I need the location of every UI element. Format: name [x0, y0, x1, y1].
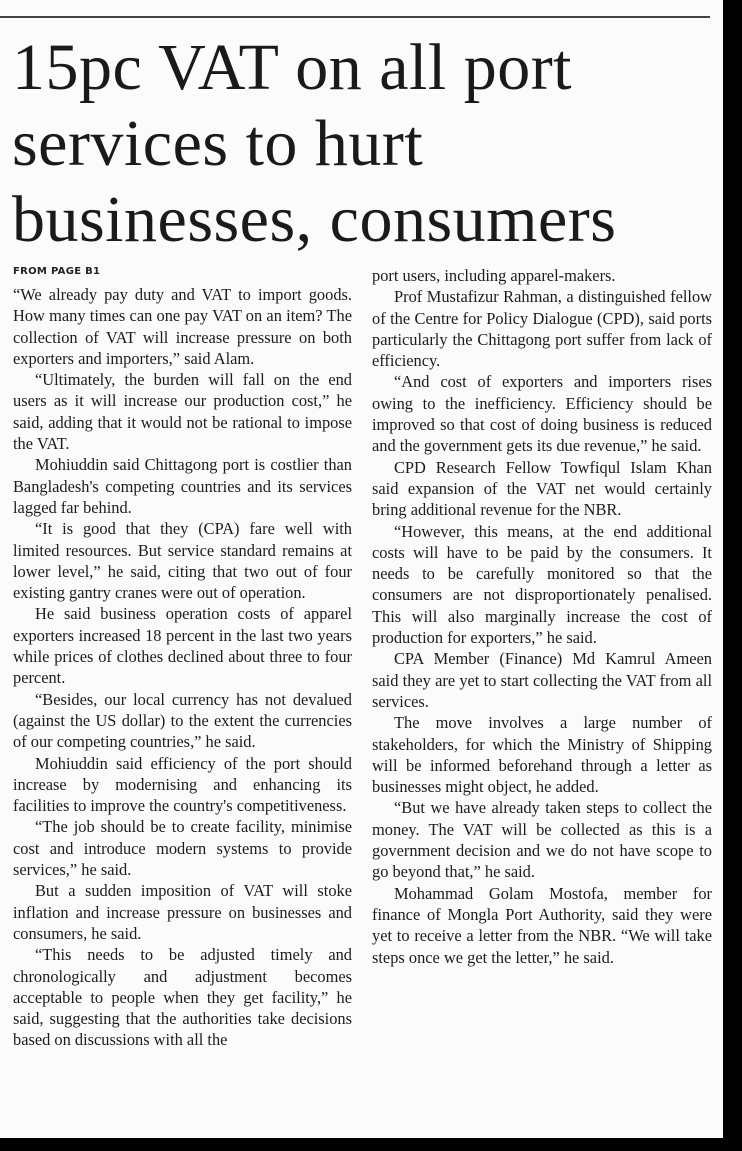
paragraph: “However, this means, at the end additional costs will have to be paid by the consumers. It needs to be carefully monitored so that the consumers are not disproportionately penalised. This will also marginally increase the cost of production for exporters,” he said. — [372, 521, 712, 648]
paragraph: He said business operation costs of apparel exporters increased 18 percent in the last two years while prices of clothes declined about three to four percent. — [13, 604, 352, 688]
paragraph: “Ultimately, the burden will fall on the end users as it will increase our production cost,” he said, adding that it would not be rational to impose the VAT. — [13, 370, 352, 454]
paragraph: “And cost of exporters and importers rises owing to the inefficiency. Efficiency should be improved so that cost of doing business is reduced and the government gets its due revenue,” he said. — [372, 372, 712, 456]
paragraph: But a sudden imposition of VAT will stoke inflation and increase pressure on businesses and consumers, he said. — [13, 881, 352, 943]
top-rule — [0, 16, 710, 18]
paragraph: CPD Research Fellow Towfiqul Islam Khan said expansion of the VAT net would certainly bring additional revenue for the NBR. — [372, 457, 712, 520]
headline-line-2: services to hurt — [12, 107, 424, 180]
paragraph: The move involves a large number of stakeholders, for which the Ministry of Shipping will be informed beforehand through a letter as businesses might object, he added. — [372, 713, 712, 797]
paragraph: port users, including apparel-makers. — [372, 266, 616, 285]
paragraph: Mohammad Golam Mostofa, member for finance of Mongla Port Authority, said they were yet to receive a letter from the NBR. “We will take steps once we get the letter,” he said. — [372, 883, 712, 967]
paragraph: Mohiuddin said efficiency of the port should increase by modernising and enhancing its facilities to improve the country's competitiveness. — [13, 753, 352, 816]
headline-line-3: businesses, consumers — [12, 183, 617, 256]
dateline: FROM PAGE B1 — [13, 266, 101, 277]
paragraph: “We already pay duty and VAT to import goods. How many times can one pay VAT on an item? The collection of VAT will increase pressure on both exporters and importers,” said Alam. — [13, 285, 352, 368]
paragraph: “This needs to be adjusted timely and chronologically and adjustment becomes acceptable to people when they get facility,” he said, suggesting that the authorities take decisions based on discussions with all the — [13, 945, 352, 1050]
paragraph: “The job should be to create facility, minimise cost and introduce modern systems to provide services,” he said. — [13, 817, 352, 880]
headline — [12, 30, 717, 258]
paragraph: “Besides, our local currency has not devalued (against the US dollar) to the extent the currencies of our competing countries,” he said. — [13, 689, 352, 752]
paragraph: Prof Mustafizur Rahman, a distinguished fellow of the Centre for Policy Dialogue (CPD), said ports particularly the Chittagong port suffer from lack of efficiency. — [372, 287, 712, 371]
paragraph: CPA Member (Finance) Md Kamrul Ameen said they are yet to start collecting the VAT from all services. — [372, 649, 712, 711]
right-column — [372, 265, 712, 968]
paragraph: “It is good that they (CPA) fare well with limited resources. But service standard remains at lower level,” he said, citing that two out of four existing gantry cranes were out of operation. — [13, 519, 352, 603]
left-column — [13, 266, 352, 1051]
paragraph: “But we have already taken steps to collect the money. The VAT will be collected as this is a government decision and we do not have scope to go beyond that,” he said. — [372, 798, 712, 882]
paragraph: Mohiuddin said Chittagong port is costlier than Bangladesh's competing countries and its services lagged far behind. — [13, 455, 352, 517]
headline-line-1: 15pc VAT on all port — [12, 31, 573, 104]
